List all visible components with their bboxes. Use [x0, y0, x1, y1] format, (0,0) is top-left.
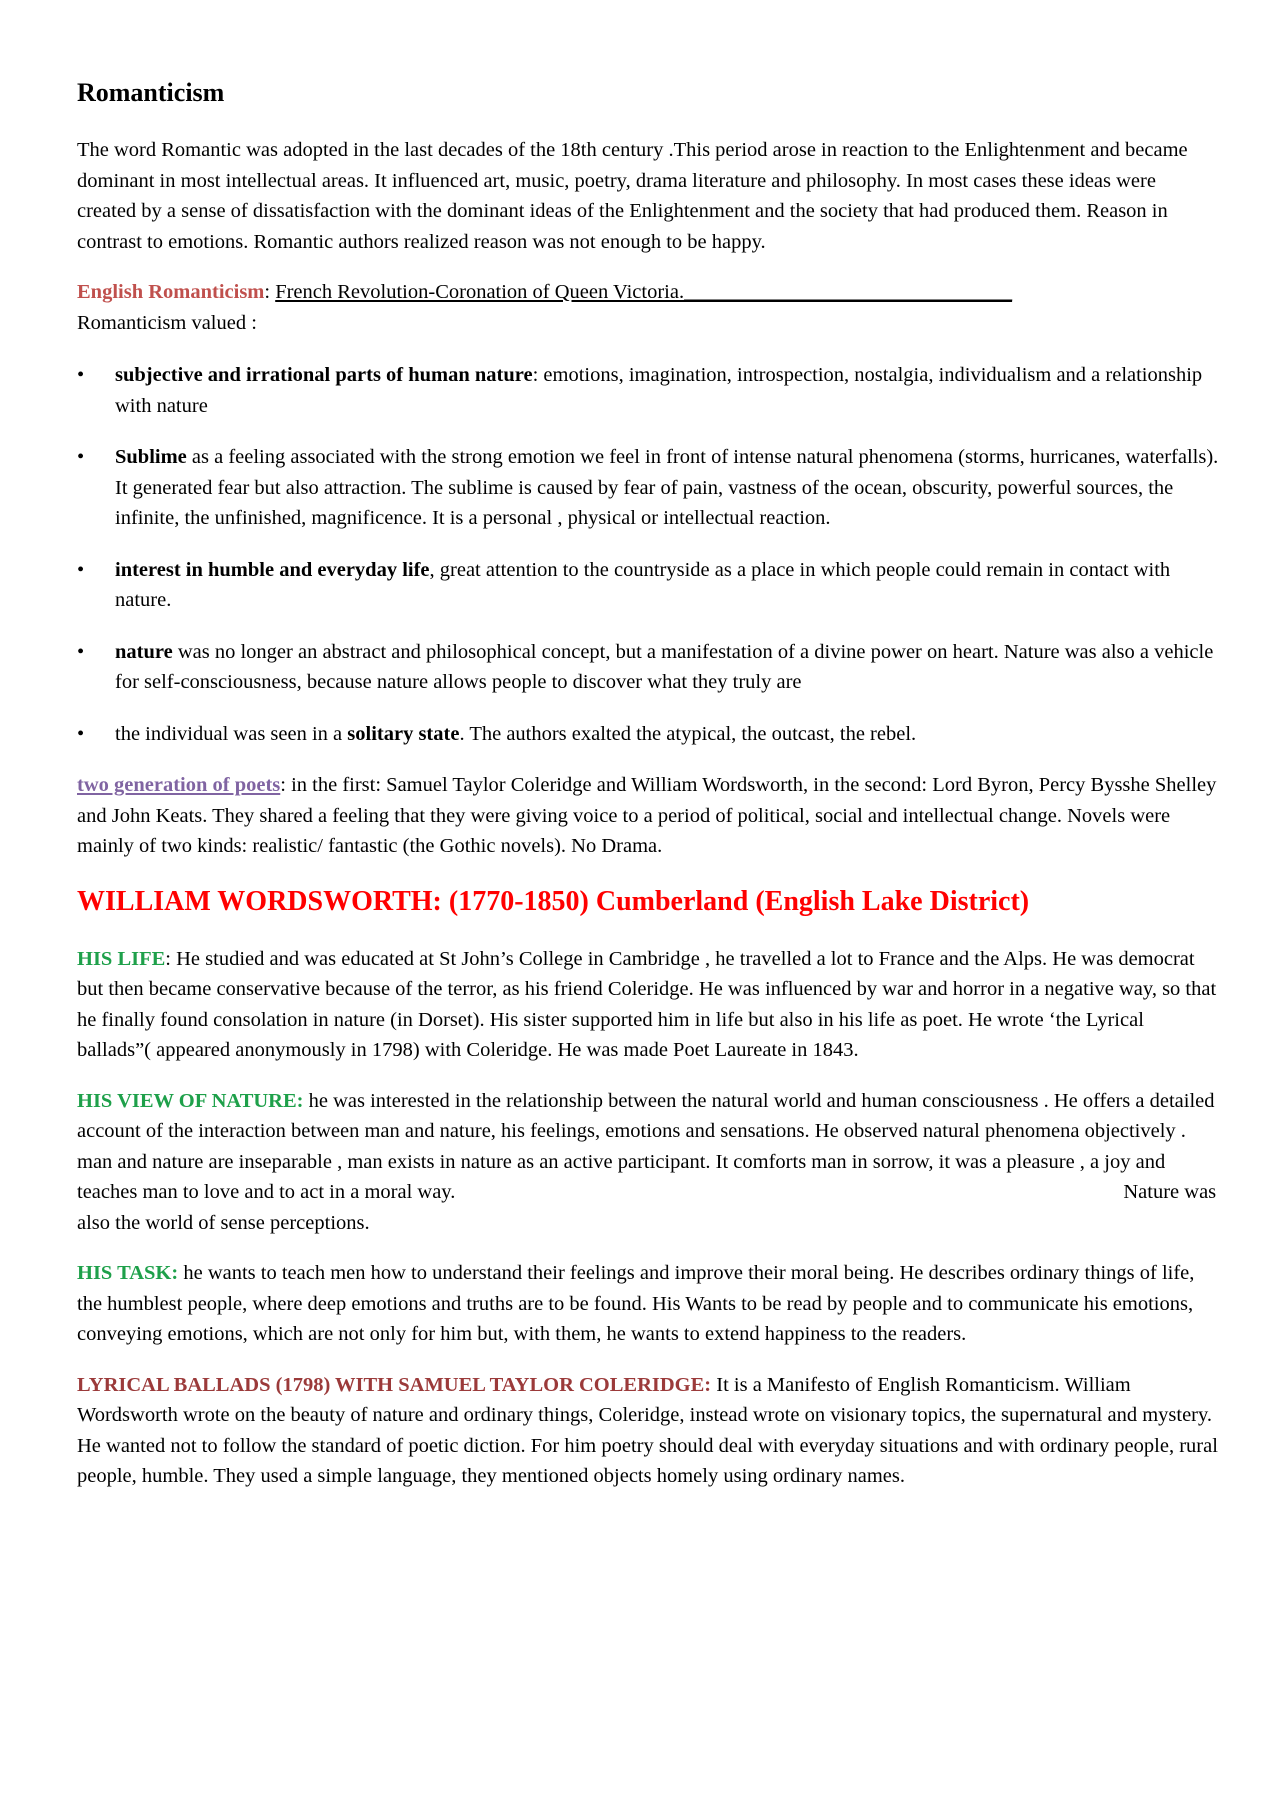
list-item: [77, 637, 1220, 698]
generations-text: : in the first: Samuel Taylor Coleridge and William Wordsworth, in the second: Lord Byron, Percy Bysshe Shelley and John Keats. They shared a feeling that they were giving voice to a period of political, social and intellectual change. Novels were mainly of two kinds: realistic/ fantastic (the Gothic novels). No Drama.: [77, 774, 1217, 857]
his-view-text: he was interested in the relationship between the natural world and human consciousness . He offers a detailed account of the interaction between man and nature, his feelings, emotions and sensations. He observed natural phenomena objectively . man and nature are inseparable , man exists in nature as an active participant. It comforts man in sorrow, it was a pleasure , a joy and teaches man to love and to act in a moral way.: [77, 1089, 1215, 1203]
english-romanticism-label: English Romanticism: [77, 281, 265, 303]
lyrical-ballads-paragraph: [77, 1370, 1220, 1492]
bullet-text: as a feeling associated with the strong emotion we feel in front of intense natural phenomena (storms, hurricanes, waterfalls). It generated fear but also attraction. The sublime is caused by fear of pain, vastness of the ocean, obscurity, powerful sources, the infinite, the unfinished, magnificence. It is a personal , physical or intellectual reaction.: [115, 446, 1219, 529]
his-task-label: HIS TASK:: [77, 1262, 179, 1284]
list-item: [77, 442, 1220, 534]
bullet-text: , great attention to the countryside as a place in which people could remain in contact with nature.: [115, 558, 1171, 611]
document-title: Romanticism: [77, 78, 225, 107]
romanticism-valued: Romanticism valued :: [77, 311, 257, 334]
his-task-text: he wants to teach men how to understand their feelings and improve their moral being. He describes ordinary things of life, the humblest people, where deep emotions and truths are to be found. His Wants to be read by people and to communicate his emotions, conveying emotions, which are not only for him but, with them, he wants to extend happiness to the readers.: [77, 1262, 1195, 1345]
bullet-bold: Sublime: [115, 446, 187, 468]
his-life-paragraph: [77, 944, 1220, 1066]
bullet-bold: nature: [115, 640, 173, 663]
list-item: [77, 555, 1220, 616]
his-view-tail: Nature was also the world of sense perceptions.: [77, 1181, 1217, 1234]
bullet-bold: solitary state: [347, 722, 460, 745]
romanticism-values-list: [77, 360, 1220, 749]
generations-label: two generation of poets: [77, 774, 281, 796]
english-romanticism-colon: :: [264, 281, 276, 303]
lyrical-ballads-label: LYRICAL BALLADS (1798) WITH SAMUEL TAYLOR COLERIDGE:: [77, 1373, 712, 1396]
english-romanticism-paragraph: [77, 277, 1220, 338]
bullet-bold: subjective and irrational parts of human nature: [115, 364, 533, 386]
his-view-label: HIS VIEW OF NATURE:: [77, 1089, 304, 1112]
his-view-paragraph: [77, 1086, 1220, 1239]
generations-paragraph: [77, 770, 1220, 862]
list-item: [77, 719, 1220, 750]
intro-paragraph: The word Romantic was adopted in the last decades of the 18th century .This period arose in reaction to the Enlightenment and became dominant in most intellectual areas. It influenced art, music, poetry, drama literature and philosophy. In most cases these ideas were created by a sense of dissatisfaction with the dominant ideas of the Enlightenment and the society that had produced them. Reason in contrast to emotions. Romantic authors realized reason was not enough to be happy.: [77, 139, 1188, 253]
bullet-pre: the individual was seen in a: [115, 722, 348, 745]
his-life-text: : He studied and was educated at St John’s College in Cambridge , he travelled a lot to France and the Alps. He was democrat but then became conservative because of the terror, as his friend Coleridge. He was influenced by war and horror in a negative way, so that he finally found consolation in nature (in Dorset). His sister supported him in life but also in his life as poet. He wrote ‘the Lyrical ballads”( appeared anonymously in 1798) with Coleridge. He was made Poet Laureate in 1843.: [77, 947, 1217, 1061]
lyrical-ballads-text: It is a Manifesto of English Romanticism. William Wordsworth wrote on the beauty of nature and ordinary things, Coleridge, instead wrote on visionary topics, the supernatural and mystery. He wanted not to follow the standard of poetic diction. For him poetry should deal with everyday situations and with ordinary people, rural people, humble. They used a simple language, they mentioned objects homely using ordinary names.: [77, 1373, 1218, 1487]
his-task-paragraph: [77, 1258, 1220, 1350]
wordsworth-heading: WILLIAM WORDSWORTH: (1770-1850) Cumberland (English Lake District): [77, 885, 1030, 917]
list-item: [77, 360, 1220, 421]
english-romanticism-range: French Revolution-Coronation of Queen Victoria.________________________________: [275, 281, 1013, 303]
bullet-text: was no longer an abstract and philosophical concept, but a manifestation of a divine power on heart. Nature was also a vehicle for self-consciousness, because nature allows people to discover what they truly are: [115, 640, 1214, 693]
bullet-bold: interest in humble and everyday life: [115, 558, 430, 581]
bullet-text: : emotions, imagination, introspection, nostalgia, individualism and a relationship with nature: [115, 364, 1203, 417]
bullet-text: . The authors exalted the atypical, the outcast, the rebel.: [459, 722, 917, 745]
his-life-label: HIS LIFE: [77, 947, 166, 970]
